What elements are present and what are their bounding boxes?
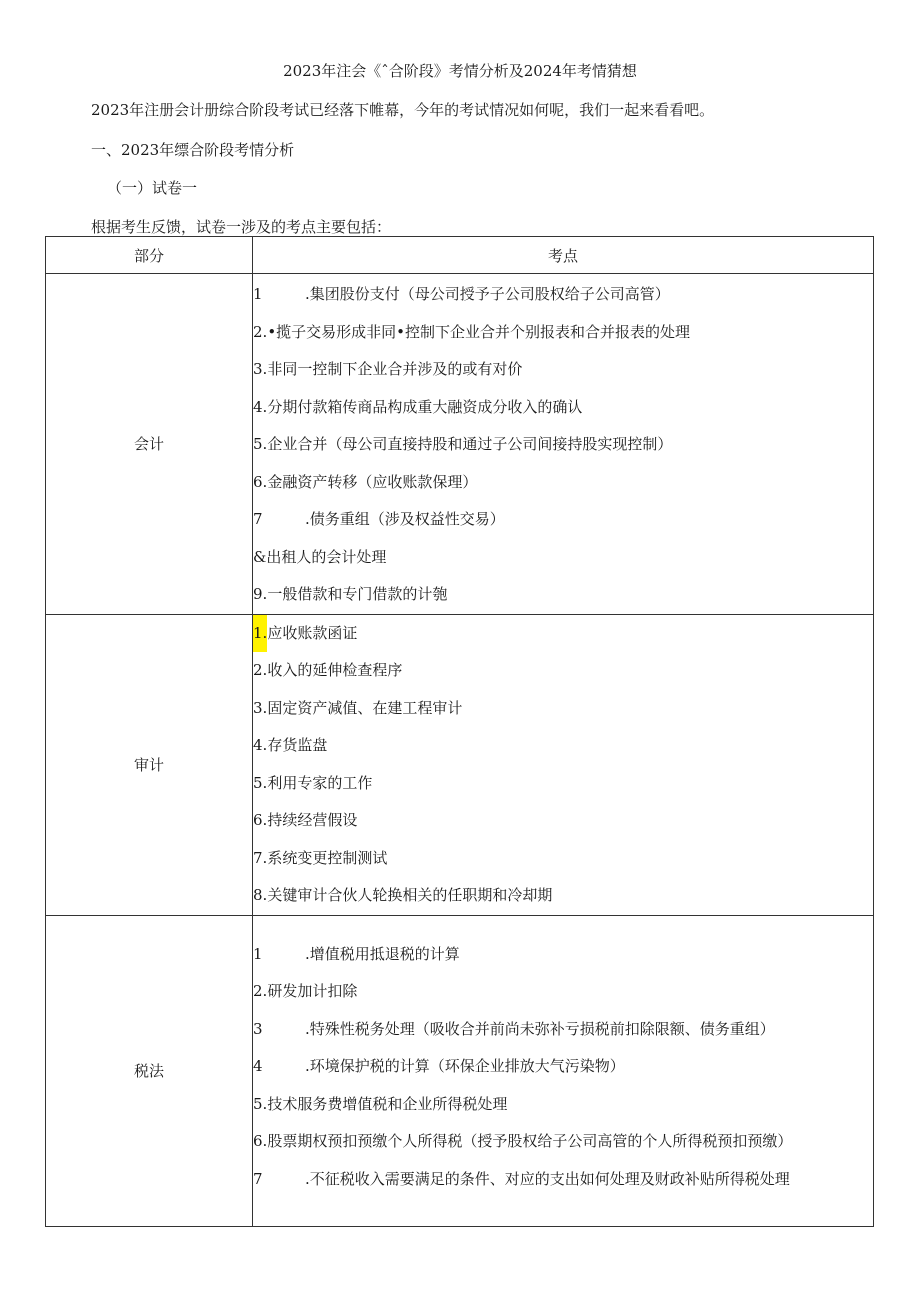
list-item: 1.应收账款函证 <box>253 615 873 653</box>
list-item: &出租人的会计处理 <box>253 547 387 566</box>
list-item: 8.关键审计合伙人轮换相关的任职期和冷却期 <box>253 886 553 904</box>
table-row-audit <box>46 614 874 915</box>
points-cell <box>253 274 874 615</box>
header-points: 考点 <box>253 237 874 274</box>
points-cell <box>253 614 874 915</box>
highlighted-number: 1. <box>253 615 267 653</box>
list-item: 7 .不征税收入需要满足的条件、对应的支出如何处理及财政补贴所得税处理 <box>253 1169 790 1188</box>
list-item: 3.非同一控制下企业合并涉及的或有对价 <box>253 360 523 378</box>
list-item: 2.收入的延伸检查程序 <box>253 661 403 679</box>
list-item: 4.存货监盘 <box>253 736 328 754</box>
section-heading: 一、2023年缥合阶段考情分析 <box>91 141 295 159</box>
table-header-row <box>46 237 874 274</box>
list-item: 6.金融资产转移（应收账款保理） <box>253 472 478 491</box>
list-item: 6.持续经营假设 <box>253 811 358 829</box>
list-item: 7 .债务重组（涉及权益性交易） <box>253 510 505 528</box>
list-item: 6.股票期权预扣预缴个人所得税（授予股权给子公司高管的个人所得税预扣预缴） <box>253 1132 793 1150</box>
list-item: 5.利用专家的工作 <box>253 773 373 792</box>
list-item: 1 .增值税用抵退税的计算 <box>253 944 460 963</box>
list-item: 2.•揽子交易形成非同•控制下企业合并个别报表和合并报表的处理 <box>253 322 691 341</box>
list-item: 1 .集团股份支付（母公司授予子公司股权给子公司高管） <box>253 285 670 303</box>
header-part: 部分 <box>46 237 253 274</box>
list-item: 4.分期付款箱传商品构成重大融资成分收入的确认 <box>253 397 583 416</box>
intro-paragraph: 2023年注册会计册综合阶段考试已经落下帷幕，今年的考试情况如何呢，我们一起来看看吧。 <box>91 101 715 119</box>
list-item: 4 .环境保护税的计算（环保企业排放大气污染物） <box>253 1057 625 1075</box>
list-item: 5.企业合并（母公司直接持股和通过子公司间接持股实现控制） <box>253 435 673 453</box>
points-cell <box>253 915 874 1226</box>
list-item: 3.固定资产减值、在建工程审计 <box>253 698 463 717</box>
list-item: 9.一般借款和专门借款的计匏 <box>253 585 448 603</box>
table-row-tax <box>46 915 874 1226</box>
exam-points-table <box>45 236 874 1227</box>
part-label: 会计 <box>46 274 253 615</box>
lead-sentence: 根据考生反馈，试卷一涉及的考点主要包括： <box>91 218 392 236</box>
list-item: 7.系统变更控制测试 <box>253 848 388 867</box>
list-item: 5.技术服务费增值税和企业所得税处理 <box>253 1094 508 1113</box>
part-label: 税法 <box>46 915 253 1226</box>
list-item: 2.研发加计扣除 <box>253 982 358 1000</box>
table-row-accounting <box>46 274 874 615</box>
subsection-heading: （一）试卷一 <box>107 179 198 197</box>
document-title: 2023年注会《ˆ合阶段》考情分析及2024年考情猜想 <box>283 62 637 80</box>
part-label: 审计 <box>46 614 253 915</box>
list-item: 3 .特殊性税务处理（吸收合并前尚未弥补亏损税前扣除限额、债务重组） <box>253 1019 775 1038</box>
